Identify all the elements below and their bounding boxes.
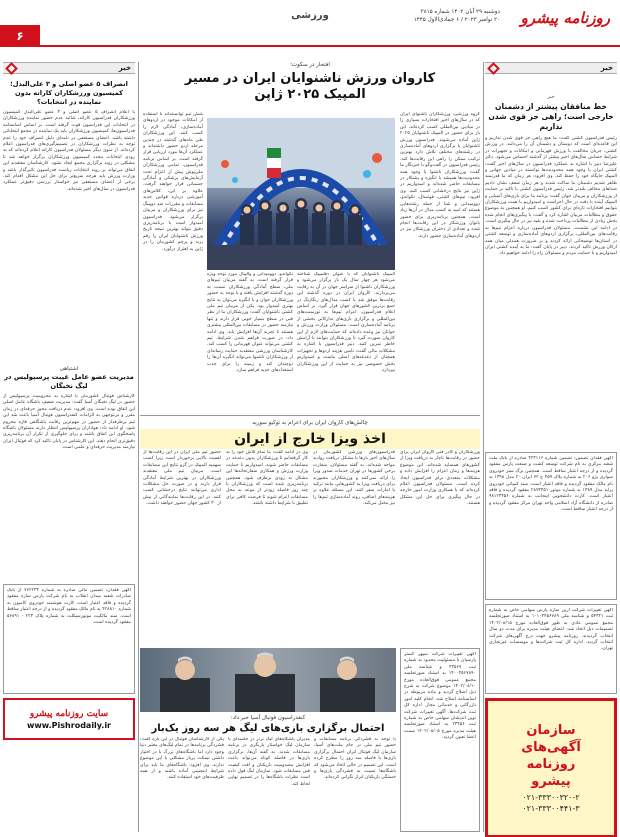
bottom-col-b: مدیران باشگاه‌های لیگ برتر در جلسه‌ای با سازمان لیگ خواستار بازنگری در برنامه مسابقات شدند. به گفته آن‌ها، برگزاری بازی‌ها در فاصله کوتاه می‌تواند باعث افزایش مصدومیت بازیکنان و افت کیفیت فنی مسابقات شود. سازمان لیگ قول داده است نظرات باشگاه‌ها را در تصمیم نهایی لحاظ کند. (228, 737, 310, 787)
ad-box-title-3: روزنامه (526, 757, 576, 772)
main-photo (207, 118, 395, 270)
page-number: ۶ (16, 29, 24, 43)
right-column (485, 62, 617, 832)
right-body: رئیس فدراسیون کشتی گفت: ما هیچ راهی جز قوی شدن نداریم و این قاعده‌ای است که دوستان و دشمنان آن را می‌دانند. در ورزش کشتی، جریان مخالفت با ورزش قهرمانی و امکانات و تجهیزات در شرایط حساس سال‌های اخیر بیشتر از گذشته احساس می‌شود. دکتر علیرضا دبیر با اشاره به عملکرد فدراسیون در سال‌های اخیر گفت: کشتی ایران با وجود همه محدودیت‌ها توانسته در میادین جهانی و المپیک جایگاه خود را حفظ کند. وی افزود: هر زمان که ما قدرتمند ظاهر شدیم دشمنان ما ساکت شدند و هر زمان ضعف نشان دادیم صداهای مخالف بلندتر شد. رئیس فدراسیون کشتی با تاکید بر حمایت از ورزشکاران و مربیان جوان گفت: برنامه ما برای بازی‌های آسیایی و المپیک آینده با دقت در حال اجراست و امیدواریم با همت ورزشکاران بتوانیم افتخارات تازه‌ای برای کشور کسب کنیم. او همچنین به موضوع حقوق و مطالبات مربیان اشاره کرد و گفت: با پیگیری‌های انجام شده بخش زیادی از مطالبات پرداخت شده و بقیه نیز در حال پیگیری است. در ادامه این نشست، مسئولان فدراسیون درباره اعزام تیم‌ها به رقابت‌های بین‌المللی، برگزاری اردوهای آماده‌سازی و توسعه کشتی در استان‌ها توضیحاتی ارائه کردند و بر ضرورت همدلی میان همه ارکان ورزش تاکید کردند. دبیر در پایان گفت: ما به آینده کشتی ایران امیدواریم و با حمایت مردم و مسئولان راه را ادامه خواهیم داد. (485, 136, 617, 257)
middle-story-rule (140, 415, 480, 416)
main-col-b: المپیک ناشنوایان که با عنوان دفلمپیک شناخته می‌شود هر چهار سال یک بار برگزار می‌شود و ورزشکاران ناشنوا از سراسر جهان در آن به رقابت می‌پردازند. کاروان ایران در دوره گذشته این رقابت‌ها موفق شد با کسب مدال‌های رنگارنگ در جمع برترین کشورهای جهان قرار گیرد. بر اساس اعلام فدراسیون، اعزام تیم‌ها به تورنمنت‌های بین‌المللی و برگزاری بازی‌های تدارکاتی بخشی از برنامه آماده‌سازی است. مسئولان وزارت ورزش و جوانان نیز وعده داده‌اند که حمایت‌های لازم از این کاروان صورت گیرد تا ورزشکاران بتوانند با آرامش خاطر تمرین کنند. دبیر فدراسیون با اشاره به مشکلات مالی گفت: تامین هزینه اردوها و تجهیزات همچنان از دغدغه‌های اصلی ماست و امیدواریم بخش خصوصی نیز به حمایت از این ورزشکاران بپردازد. (297, 272, 395, 374)
middle-col-d: حضور تیم ملی ایران در این رقابت‌ها از اهمیت بالایی برخوردار است زیرا کسب سهمیه المپیک در گرو نتایج این مسابقات است. مربیان تیم ملی معتقدند ورزشکاران در بهترین شرایط آمادگی قرار دارند و در صورت حل مشکلات اداری می‌توانند نتایج درخشانی کسب کنند. در این رقابت‌ها نمایندگانی از بیش از ۳۰ کشور جهان حضور خواهند داشت. (143, 450, 221, 507)
right-divider (483, 62, 484, 832)
middle-headline: اخذ ویزا خارج از ایران (140, 429, 480, 449)
bottom-story (140, 648, 396, 832)
left-column (3, 62, 135, 832)
date-line (360, 9, 500, 23)
bottom-photo-scene (140, 648, 396, 712)
left-notice (3, 584, 135, 694)
right-notice-1 (485, 452, 617, 600)
main-col-d: شش تیم توانسته‌اند با استفاده از امکانات موجود در اردوهای آماده‌سازی، آمادگی لازم را کسب کنند. این ورزشکاران طی ماه‌های گذشته در چندین مرحله اردو حضور داشته‌اند و عملکرد آن‌ها مورد ارزیابی قرار گرفته است. بر اساس برنامه فدراسیون، تمامی ورزشکاران ملی‌پوش پیش از اعزام تحت آزمایش‌های پزشکی و آمادگی جسمانی قرار خواهند گرفت. علاوه بر این، کلاس‌های آموزشی درباره قوانین جدید مسابقات و مقررات ضد دوپینگ نیز برای ورزشکاران و مربیان برگزار می‌شود. فدراسیون امیدوار است با برنامه‌ریزی دقیق بتواند بهترین نتیجه تاریخ ورزش ناشنوایان ایران را رقم بزند و پرچم کشورمان را در ژاپن به اهتزاز درآورد. (143, 112, 203, 252)
date-line-2: ۲۰ نوامبر ۲۰۲۳ / ۶ جمادی‌الاول ۱۴۴۵ (413, 17, 500, 23)
bottom-headline: احتمال برگزاری بازی‌های لیگ هر سه روز یک‌بار (151, 723, 385, 734)
main-kicker: افتخار در سکوت؛ (290, 62, 330, 68)
mid-notice (400, 648, 480, 832)
right-notice-2 (485, 604, 617, 694)
left-divider (138, 62, 139, 832)
ad-box-phone-2: ۰۲۱-۳۳۳۰۰۴۴۱-۳ (522, 804, 580, 813)
middle-col-c: وی در ادامه گفت: ما تمام تلاش خود را به کار گرفته‌ایم تا ورزشکاران بدون دغدغه در مسابقات حاضر شوند. امیدواریم با حمایت وزارت ورزش و همکاری سفارتخانه‌ها این مشکل به زودی برطرف شود. همچنین برنامه‌ریزی شده است که ورزشکاران با چند روز فاصله زودتر از موعد به محل مسابقات اعزام شوند تا فرصت کافی برای تطبیق با شرایط داشته باشند. (226, 450, 308, 507)
right-headline: خط منافقان پیشتر از دشمنان خارجی است؛ راهی جز قوی شدن نداریم (488, 102, 614, 131)
middle-kicker: چالش‌های کاروان ایران برای اعزام به توکیو سوریه (252, 420, 368, 426)
masthead-logo (510, 4, 610, 32)
middle-col-a: ورزشکاران و کادر فنی کاروان ایران برای حضور در رقابت‌ها ناچار به دریافت ویزا از کشورهای همسایه شده‌اند. این موضوع هزینه‌ها و زمان اعزام را افزایش داده و مشکلات متعددی برای فدراسیون ایجاد کرده است. مسئولان فدراسیون اعلام کرده‌اند که با همکاری وزارت امور خارجه در حال پیگیری برای حل این مشکل هستند. (400, 450, 480, 507)
bottom-kicker: کنفدراسیون فوتبال آسیا خبر داد: (230, 715, 306, 721)
site-banner-label: سایت روزنامه پیشرو (29, 708, 109, 719)
left-notice-body: آگهی فقدان: تضمین مالی صادره به شماره ۷۶۲۲۳۴ از بانک صادرات شعبه میدان انقلاب به نام شرکت پارس سازه مفقود گردیده و فاقد اعتبار است. کارت هوشمند خودروی کامیون به شماره ۴۲۸۸۱۰ به نام مالک مفقود گردیده و از درجه اعتبار ساقط است. سند مالکیت موتورسیکلت به شماره پلاک ۲۲۳ - ۵۶۸۹۱ مفقود گردیده است. (7, 588, 131, 626)
left-story-2-kicker: اشتباهی (59, 366, 79, 372)
bottom-photo (140, 648, 396, 712)
ad-box-title-2: آگهی‌های (521, 740, 581, 755)
right-kicker: خبر (547, 94, 555, 100)
left-story-2-body: کارشناس فوتبال کشورمان با اشاره به محرومیت پرسپولیس از حضور در لیگ نخبگان آسیا گفت: مدیریت ضعیف باشگاه عامل اصلی این اتفاق بوده است. وی افزود: عدم دریافت مجوز حرفه‌ای در زمان مقرر و بی‌توجهی به الزامات کنفدراسیون فوتبال آسیا باعث شد این تیم پرطرفدار از حضور در مهم‌ترین رقابت باشگاهی قاره محروم شود. او ادامه داد: هواداران پرسپولیس انتظار دارند مسئولان باشگاه پاسخگوی این اتفاق باشند و برای جلوگیری از تکرار آن برنامه‌ریزی دقیق‌تری انجام دهند. این کارشناس در پایان تاکید کرد که فوتبال ایران نیازمند مدیریت حرفه‌ای و علمی است. (3, 394, 135, 451)
section-title: ورزشی (291, 10, 329, 21)
ad-box (485, 698, 617, 837)
notice-1-body: آگهی فقدان تضمین: تضمین شماره ۴۲۳۱۱۶ صادره از بانک ملت شعبه مرکزی به نام شرکت توسعه کشت و صنعت پارس مفقود گردیده و از درجه اعتبار ساقط است. همچنین برگ سبز خودروی سواری پژو ۲۰۶ به شماره پلاک ۴۵۹ ج ۷۲ ایران ۲۰ مدل ۱۳۹۸ به نام مالک مفقود گردیده و فاقد اعتبار است. سند کمپانی خودروی پراید مدل ۱۳۸۹ به شماره موتور ۲۸۷۳۴۵۱ مفقود گردیده و فاقد اعتبار است. کارت دانشجویی اینجانب به شماره ۹۸۱۲۳۴۵۶ صادره از دانشگاه آزاد اسلامی واحد تهران مرکز مفقود گردیده و از درجه اعتبار ساقط است. (489, 456, 613, 513)
diamond-icon (5, 62, 18, 75)
middle-col-b: فدراسیون‌های ورزشی کشورمان در سال‌های اخیر بارها با مشکل دریافت روادید مواجه شده‌اند. به گفته مسئولان، سفارت برخی کشورها در تهران خدمات صدور ویزا را ارائه نمی‌کنند و ورزشکاران مجبورند برای دریافت ویزا به کشورهایی مانند ترکیه یا امارات سفر کنند. این مسئله علاوه بر هزینه‌های اضافی، روند آماده‌سازی تیم‌ها را نیز مختل می‌کند. (313, 450, 395, 507)
ad-box-title-1: سازمان (526, 723, 576, 738)
left-header-label: خبر (118, 64, 131, 72)
main-col-a: گروه ورزشی: ورزشکاران ناشنوای ایران که در سال‌های اخیر افتخارات بسیاری را در میادین بین‌المللی کسب کرده‌اند، این بار برای حضور در المپیک ناشنوایان ۲۰۲۵ ژاپن آماده می‌شوند. فدراسیون ورزش ناشنوایان با برگزاری اردوهای آماده‌سازی در رشته‌های مختلف تلاش دارد بهترین ترکیب ممکن را راهی این رقابت‌ها کند. رئیس فدراسیون در گفت‌وگو با خبرنگار ما گفت: ورزشکاران ناشنوا با وجود همه محدودیت‌ها همیشه با انگیزه و پشتکار در مسابقات حاضر شده‌اند و امیدواریم در ژاپن نیز نتایج درخشانی کسب کنند. وی افزود: تیم‌های کشتی، فوتسال، تکواندو، دوومیدانی و شنا از جمله رشته‌هایی هستند که امید به کسب مدال در آن‌ها زیاد است. همچنین برنامه‌ریزی برای حضور بانوان ورزشکار در این رقابت‌ها انجام شده و تعدادی از دختران ورزشکار نیز در اردوهای آماده‌سازی حضور دارند. (400, 112, 480, 239)
site-banner-url[interactable]: www.Pishrodaily.ir (26, 720, 112, 730)
bottom-col-c: یکی از کارشناسان فوتبال در این باره گفت: فشردگی برنامه‌ها در تمام لیگ‌های معتبر دنیا وجود دارد اما باشگاه‌های بزرگ با در اختیار داشتن نیمکت پربار مشکلی با این موضوع ندارند. وی افزود: باشگاه‌های ما باید برای شرایط اینچنینی آماده باشند و از همه ظرفیت‌های خود استفاده کنند. (140, 737, 224, 781)
main-headline-2: المپیک ۲۰۲۵ ژاپن (254, 87, 366, 102)
main-col-c: تکواندو، دوومیدانی و والیبال مورد توجه ویژه قرار گرفته است. به گفته مربیان تیم‌های ملی، سطح آمادگی ورزشکاران نسبت به دوره گذشته افزایش یافته و با توجه به حضور ورزشکاران جوان و با انگیزه می‌توان به نتایج بهتری امیدوار بود. یکی از مربیان تیم ملی کشتی ناشنوایان گفت: ورزشکاران ما از نظر فنی در سطح بسیار خوبی قرار دارند و تنها نیازمند حضور در مسابقات بین‌المللی بیشتری هستند تا تجربه آن‌ها افزایش یابد. وی ادامه داد: در صورت فراهم شدن شرایط، تیم کشتی می‌تواند عنوان قهرمانی را کسب کند. کارشناسان ورزشی معتقدند حمایت رسانه‌ای از ورزشکاران ناشنوا می‌تواند انگیزه آن‌ها را دوچندان کند و زمینه را برای جذب استعدادهای جدید فراهم سازد. (207, 272, 293, 374)
right-news-header (485, 62, 617, 74)
left-news-header (3, 62, 135, 74)
main-headline-1: کاروان ورزش ناشنوایان ایران در مسیر (184, 71, 436, 86)
site-banner[interactable] (3, 698, 135, 740)
page-number-badge (0, 25, 40, 47)
left-story-2-headline: مدیریت عضو عامل غیبت پرسپولیس در لیگ نخبگان (4, 373, 134, 390)
left-story-1-headline: انصراف ۵ عضو اصلی و ۳ علی‌البدل؛ کمیسیون ورزشکاران کاراته بدون نماینده در انتخابات؟ (10, 80, 128, 106)
left-story-1-body: با اعلام انصراف ۵ عضو اصلی و ۳ عضو علی‌البدل کمیسیون ورزشکاران فدراسیون کاراته، شائبه عدم حضور نماینده ورزشکاران در انتخابات این فدراسیون قوت گرفته است. بر اساس اساسنامه فدراسیون‌ها، کمیسیون ورزشکاران باید یک نماینده در مجمع انتخاباتی داشته باشد. اعضای مستعفی در نامه‌ای دلیل انصراف خود را عدم توجه به نظرات ورزشکاران در تصمیم‌گیری‌های فدراسیون اعلام کرده‌اند. از سوی دیگر مسئولان فدراسیون کاراته اعلام کرده‌اند که به زودی انتخابات مجدد کمیسیون ورزشکاران برگزار خواهد شد تا مشکلی در روند برگزاری مجمع ایجاد نشود. کارشناسان معتقدند این اتفاق می‌تواند بر روند انتخابات ریاست فدراسیون تاثیرگذار باشد و وزارت ورزش باید هرچه سریع‌تر برای حل این مشکل اقدام کند. برخی از اعضای مستعفی نیز خواستار بررسی دقیق‌تر عملکرد فدراسیون در سال‌های اخیر شده‌اند. (3, 110, 135, 192)
mid-notice-body: آگهی تغییرات شرکت سپهر گستر پارسیان با مسئولیت محدود به شماره ثبت ۴۳۵۶۷ و شناسه ملی ۱۴۰۰۴۵۶۷۸۹۰ به استناد صورتجلسه مجمع عمومی فوق‌العاده مورخ ۱۴۰۲/۰۸/۱۰ موضوع شرکت به شرح ذیل اصلاح گردید و ماده مربوطه در اساسنامه اصلاح شد: انجام کلیه امور بازرگانی و خدماتی مجاز. اداره کل ثبت شرکت‌ها. آگهی تغییرات شرکت نوین اندیشان سهامی خاص به شماره ثبت ۲۳۴۵۶ به استناد صورتجلسه هیئت مدیره مورخ ۱۴۰۲/۰۸/۰۵ سمت اعضا تعیین گردید. (404, 652, 476, 741)
bottom-col-a: با توجه به فشردگی برنامه مسابقات و حضور تیم ملی در جام ملت‌های آسیا، سازمان لیگ فوتبال ایران احتمال برگزاری بازی‌ها با فاصله سه روز را مطرح کرده است. این تصمیم در حالی اتخاذ می‌شود که باشگاه‌ها نسبت به فشردگی بازی‌ها و خستگی بازیکنان ابراز نگرانی کرده‌اند. (314, 737, 396, 781)
ad-box-title-4: پیشرو (531, 774, 571, 789)
notice-2-body: آگهی تغییرات شرکت آرین سازه پارس سهامی خاص به شماره ثبت ۵۴۳۲۱ و شناسه ملی ۱۰۱۰۳۴۵۶۷۸۹ به استناد صورتجلسه مجمع عمومی عادی به طور فوق‌العاده مورخ ۱۴۰۲/۰۸/۱۵ تصمیمات ذیل اتخاذ شد: اعضای هیئت مدیره برای مدت دو سال انتخاب گردیدند. روزنامه پیشرو جهت درج آگهی‌های شرکت انتخاب گردید. اداره کل ثبت شرکت‌ها و موسسات غیرتجاری تهران. (489, 608, 613, 652)
paper-name: روزنامه پیشرو (520, 9, 610, 27)
masthead-rule (40, 45, 620, 47)
photo-scene (207, 118, 395, 270)
date-line-1: دوشنبه ۲۹ آبان ۱۴۰۲ شماره ۳۸۱۵ (420, 9, 500, 15)
right-header-label: خبر (600, 64, 613, 72)
diamond-icon (487, 62, 500, 75)
masthead (0, 0, 620, 48)
ad-box-phone-1: ۰۲۱-۳۳۳۰۰۳۲۰-۲ (522, 793, 580, 802)
